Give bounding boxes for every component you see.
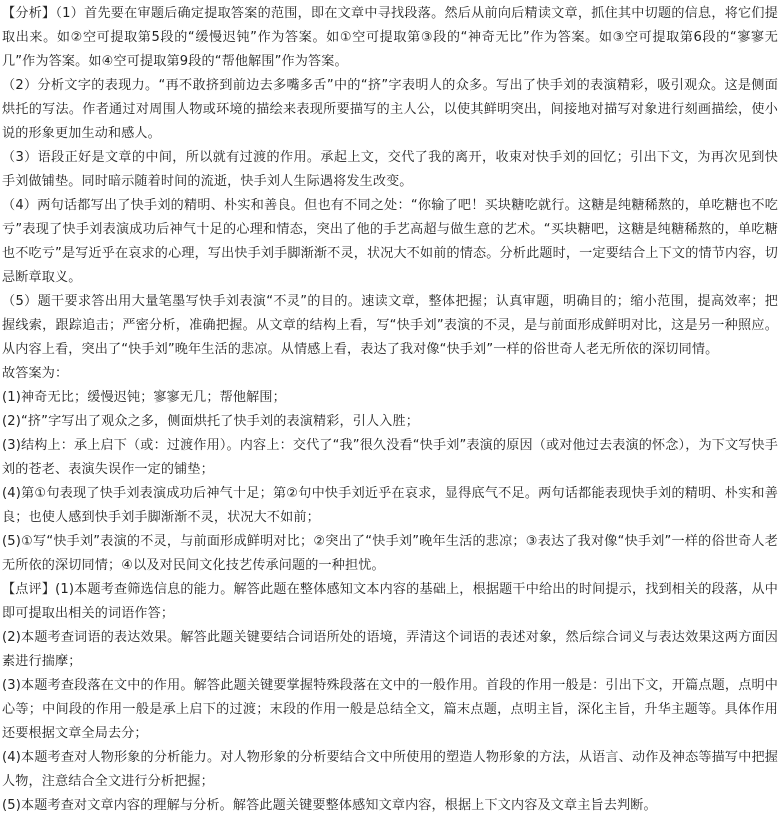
analysis-paragraph-2: （2）分析文字的表现力。“再不敢挤到前边去多嘴多舌”中的“挤”字表明人的众多。写出了快手刘的表演精彩，吸引观众。这是侧面烘托的写法。作者通过对周围人物或环境的描绘来表现所要描写的主人公，以使其鲜明突出，间接地对描写对象进行刻画描绘，使小说的形象更加生动和感人。 — [2, 78, 778, 141]
answer-section — [2, 362, 778, 578]
answer-item-2: (2)“挤”字写出了观众之多，侧面烘托了快手刘的表演精彩，引人入胜； — [2, 414, 419, 429]
analysis-paragraph-1: 【分析】（1）首先要在审题后确定提取答案的范围，即在文章中寻找段落。然后从前向后精读文章，抓住其中切题的信息，将它们提取出来。如②空可提取第5段的“缓慢迟钝”作为答案。如①空可提取第③段的“神奇无比”作为答案。如③空可提取第6段的“寥寥无几”作为答案。如④空可提取第9段的“帮他解围”作为答案。 — [2, 6, 778, 69]
answer-item-4: (4)第①句表现了快手刘表演成功后神气十足；第②句中快手刘近乎在哀求，显得底气不足。两句话都能表现快手刘的精明、朴实和善良；也使人感到快手刘手脚渐渐不灵，状况大不如前； — [2, 486, 778, 525]
comment-paragraph-1: 【点评】(1)本题考查筛选信息的能力。解答此题在整体感知文本内容的基础上，根据题干中给出的时间提示，找到相关的段落，从中即可提取出相关的词语作答； — [2, 582, 778, 621]
analysis-paragraph-5: （5）题干要求答出用大量笔墨写快手刘表演“不灵”的目的。速读文章，整体把握；认真审题，明确目的；缩小范围，提高效率；把握线索，跟踪追击；严密分析，准确把握。从文章的结构上看，写“快手刘”表演的不灵，是与前面形成鲜明对比，这是另一种照应。从内容上看，突出了“快手刘”晚年生活的悲凉。从情感上看，表达了我对像“快手刘”一样的俗世奇人老无所依的深切同情。 — [2, 294, 778, 357]
comment-section — [2, 578, 778, 818]
solution-document — [2, 2, 778, 818]
comment-paragraph-3: (3)本题考查段落在文中的作用。解答此题关键要掌握特殊段落在文中的一般作用。首段的作用一般是：引出下文，开篇点题，点明中心等；中间段的作用一般是承上启下的过渡；末段的作用一般是总结全文，篇末点题，点明主旨，深化主旨，升华主题等。具体作用还要根据文章全局去分； — [2, 678, 778, 741]
analysis-section — [2, 2, 778, 362]
answer-item-5: (5)①写“快手刘”表演的不灵，与前面形成鲜明对比；②突出了“快手刘”晚年生活的悲凉；③表达了我对像“快手刘”一样的俗世奇人老无所依的深切同情；④以及对民间文化技艺传承问题的一种担忧。 — [2, 534, 778, 573]
comment-paragraph-2: (2)本题考查词语的表达效果。解答此题关键要结合词语所处的语境，弄清这个词语的表述对象，然后综合词义与表达效果这两方面因素进行揣摩； — [2, 630, 778, 669]
answer-heading: 故答案为： — [2, 366, 69, 381]
analysis-paragraph-3: （3）语段正好是文章的中间，所以就有过渡的作用。承起上文，交代了我的离开，收束对快手刘的回忆；引出下文，为再次见到快手刘做铺垫。同时暗示随着时间的流逝，快手刘人生际遇将发生改变。 — [2, 150, 778, 189]
analysis-paragraph-4: （4）两句话都写出了快手刘的精明、朴实和善良。但也有不同之处：“你输了吧！买块糖吃就行。这糖是纯糖稀熬的，单吃糖也不吃亏”表现了快手刘表演成功后神气十足的心理和情态，突出了他的手艺高超与做生意的艺术。“买块糖吧，这糖是纯糖稀熬的，单吃糖也不吃亏”是写近乎在哀求的心理，写出快手刘手脚渐渐不灵，状况大不如前的情态。分析此题时，一定要结合上下文的情节内容，切忌断章取义。 — [2, 198, 778, 285]
answer-item-1: (1)神奇无比；缓慢迟钝；寥寥无几；帮他解围； — [2, 390, 286, 405]
comment-paragraph-5: (5)本题考查对文章内容的理解与分析。解答此题关键要整体感知文章内容，根据上下文内容及文章主旨去判断。 — [2, 798, 657, 813]
comment-paragraph-4: (4)本题考查对人物形象的分析能力。对人物形象的分析要结合文中所使用的塑造人物形象的方法，从语言、动作及神态等描写中把握人物，注意结合全文进行分析把握； — [2, 750, 778, 789]
answer-item-3: (3)结构上：承上启下（或：过渡作用）。内容上：交代了“我”很久没看“快手刘”表演的原因（或对他过去表演的怀念），为下文写快手刘的苍老、表演失误作一定的铺垫； — [2, 438, 778, 477]
